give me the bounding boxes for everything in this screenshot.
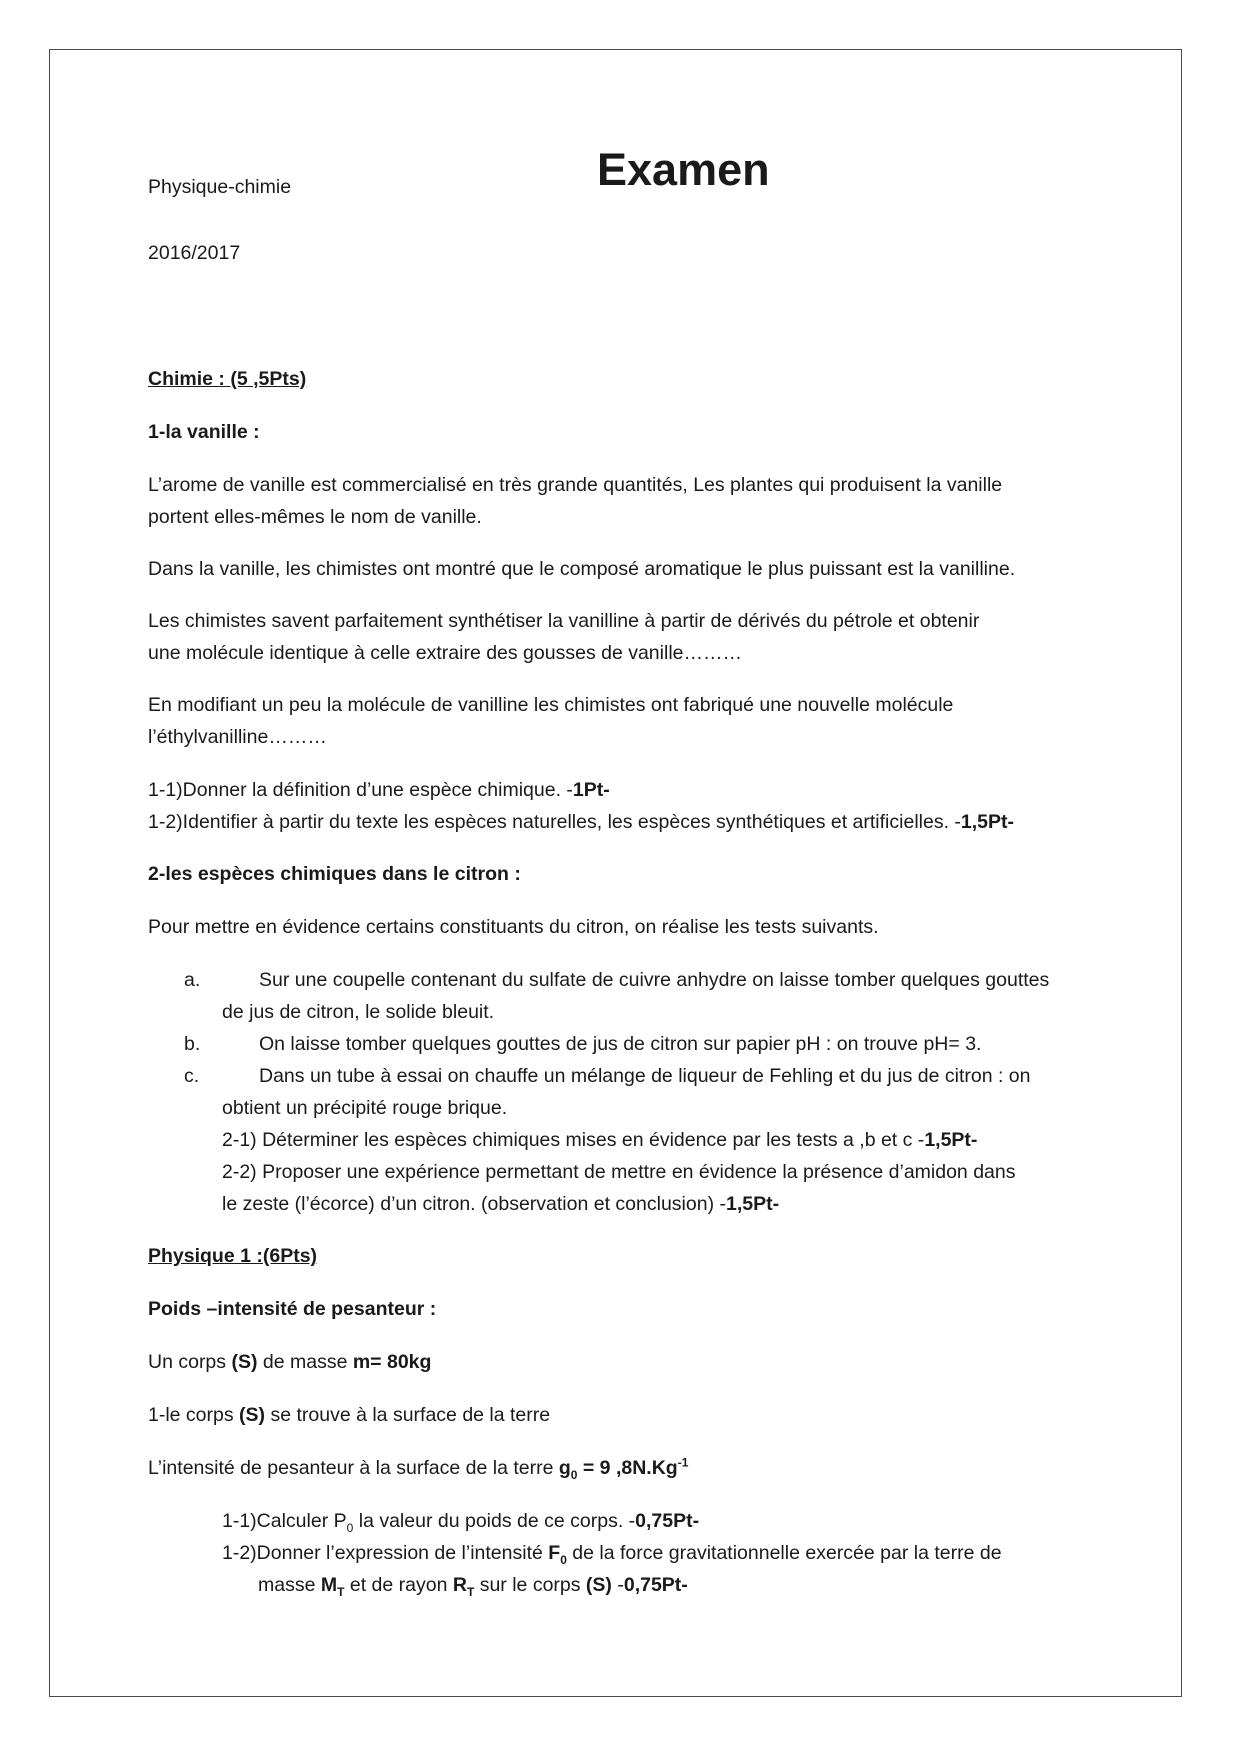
body-symbol: (S): [239, 1404, 266, 1426]
question-points: 0,75Pt-: [635, 1510, 700, 1532]
physique-question-1-2-line-1: [222, 1537, 1002, 1569]
list-item-text: Sur une coupelle contenant du sulfate de cuivre anhydre on laisse tomber quelques gouttes: [259, 969, 1050, 991]
paragraph-1-line-2: portent elles-mêmes le nom de vanille.: [148, 506, 482, 528]
gravity-symbol: g: [558, 1457, 571, 1479]
question-points: 0,75Pt-: [623, 1574, 688, 1596]
text-run: 1-le corps: [148, 1404, 240, 1426]
question-1-1-points: 1Pt-: [572, 779, 610, 801]
citron-intro: Pour mettre en évidence certains constituants du citron, on réalise les tests suivants.: [148, 916, 879, 938]
question-2-2-points: 1,5Pt-: [725, 1193, 780, 1215]
physique-question-1-1: [222, 1505, 699, 1537]
list-marker: a.: [184, 969, 201, 991]
paragraph-2: Dans la vanille, les chimistes ont montré que le composé aromatique le plus puissant est la vanilline.: [148, 558, 1016, 580]
radius-symbol: R: [452, 1574, 467, 1596]
text-run: de masse: [257, 1351, 353, 1373]
question-1-1: [148, 774, 610, 806]
question-2-1-points: 1,5Pt-: [924, 1129, 978, 1151]
list-item-c-line-2: obtient un précipité rouge brique.: [222, 1097, 508, 1119]
paragraph-4-line-1: En modifiant un peu la molécule de vanilline les chimistes ont fabriqué une nouvelle molécule: [148, 694, 954, 716]
question-2-2-line-1: 2-2) Proposer une expérience permettant de mettre en évidence la présence d’amidon dans: [222, 1161, 1016, 1183]
list-item-c: [184, 1060, 1031, 1092]
text-run: 1-1)Calculer P: [222, 1510, 347, 1532]
question-1-1-text: 1-1)Donner la définition d’une espèce chimique. -: [148, 779, 573, 801]
superscript: -1: [677, 1455, 689, 1470]
physique-line-3: [148, 1452, 688, 1484]
list-marker: c.: [184, 1065, 200, 1087]
text-run: Un corps: [148, 1351, 232, 1373]
question-1-2: [148, 806, 1014, 838]
list-item-text: On laisse tomber quelques gouttes de jus de citron sur papier pH : on trouve pH= 3.: [259, 1033, 982, 1055]
subscript: 0: [570, 1467, 578, 1482]
question-2-2-line-2: [222, 1188, 779, 1220]
physique-line-2: [148, 1399, 550, 1431]
text-run: L’intensité de pesanteur à la surface de la terre: [148, 1457, 559, 1479]
list-item-a: [184, 964, 1049, 996]
mass-value: m= 80kg: [352, 1351, 432, 1373]
question-1-2-points: 1,5Pt-: [960, 811, 1015, 833]
text-run: 1-2)Donner l’expression de l’intensité: [222, 1542, 549, 1564]
force-symbol: F: [548, 1542, 561, 1564]
paragraph-3-line-2: une molécule identique à celle extraire des gousses de vanille………: [148, 642, 742, 664]
text-run: sur le corps: [474, 1574, 586, 1596]
gravity-value: = 9 ,8N.Kg: [577, 1457, 678, 1479]
paragraph-4-line-2: l’éthylvanilline………: [148, 726, 327, 748]
question-1-2-text: 1-2)Identifier à partir du texte les espèces naturelles, les espèces synthétiques et artificielles. -: [148, 811, 961, 833]
list-marker: b.: [184, 1033, 201, 1055]
text-run: se trouve à la surface de la terre: [265, 1404, 551, 1426]
subject-label: Physique-chimie: [148, 176, 292, 198]
physique-line-1: [148, 1346, 431, 1378]
question-2-2-text: le zeste (l’écorce) d’un citron. (observation et conclusion) -: [222, 1193, 726, 1215]
body-symbol: (S): [585, 1574, 612, 1596]
text-run: de la force gravitationnelle exercée par la terre de: [566, 1542, 1002, 1564]
section-poids-title: Poids –intensité de pesanteur :: [148, 1298, 437, 1320]
subscript: 0: [560, 1552, 567, 1567]
mass-symbol: M: [320, 1574, 338, 1596]
chimie-heading: Chimie : (5 ,5Pts): [148, 368, 307, 390]
subscript: T: [337, 1584, 345, 1599]
paragraph-3-line-1: Les chimistes savent parfaitement synthétiser la vanilline à partir de dérivés du pétrole et obtenir: [148, 610, 980, 632]
physique-heading: Physique 1 :(6Pts): [148, 1245, 318, 1267]
subscript: T: [466, 1584, 475, 1599]
section-citron-title: 2-les espèces chimiques dans le citron :: [148, 863, 521, 885]
subscript: 0: [346, 1520, 354, 1535]
question-2-1: [222, 1124, 977, 1156]
list-item-b: [184, 1028, 981, 1060]
question-2-1-text: 2-1) Déterminer les espèces chimiques mises en évidence par les tests a ,b et c -: [222, 1129, 925, 1151]
text-run: masse: [258, 1574, 321, 1596]
school-year: 2016/2017: [148, 242, 241, 264]
text-run: et de rayon: [344, 1574, 453, 1596]
paragraph-1-line-1: L’arome de vanille est commercialisé en très grande quantités, Les plantes qui produisent la vanille: [148, 474, 1003, 496]
section-vanille-title: 1-la vanille :: [148, 421, 260, 443]
physique-question-1-2-line-2: [258, 1569, 688, 1601]
body-symbol: (S): [231, 1351, 258, 1373]
list-item-text: Dans un tube à essai on chauffe un mélange de liqueur de Fehling et du jus de citron : on: [259, 1065, 1031, 1087]
text-run: la valeur du poids de ce corps. -: [353, 1510, 636, 1532]
page-title: Examen: [597, 144, 770, 195]
text-run: -: [611, 1574, 624, 1596]
list-item-a-line-2: de jus de citron, le solide bleuit.: [222, 1001, 495, 1023]
